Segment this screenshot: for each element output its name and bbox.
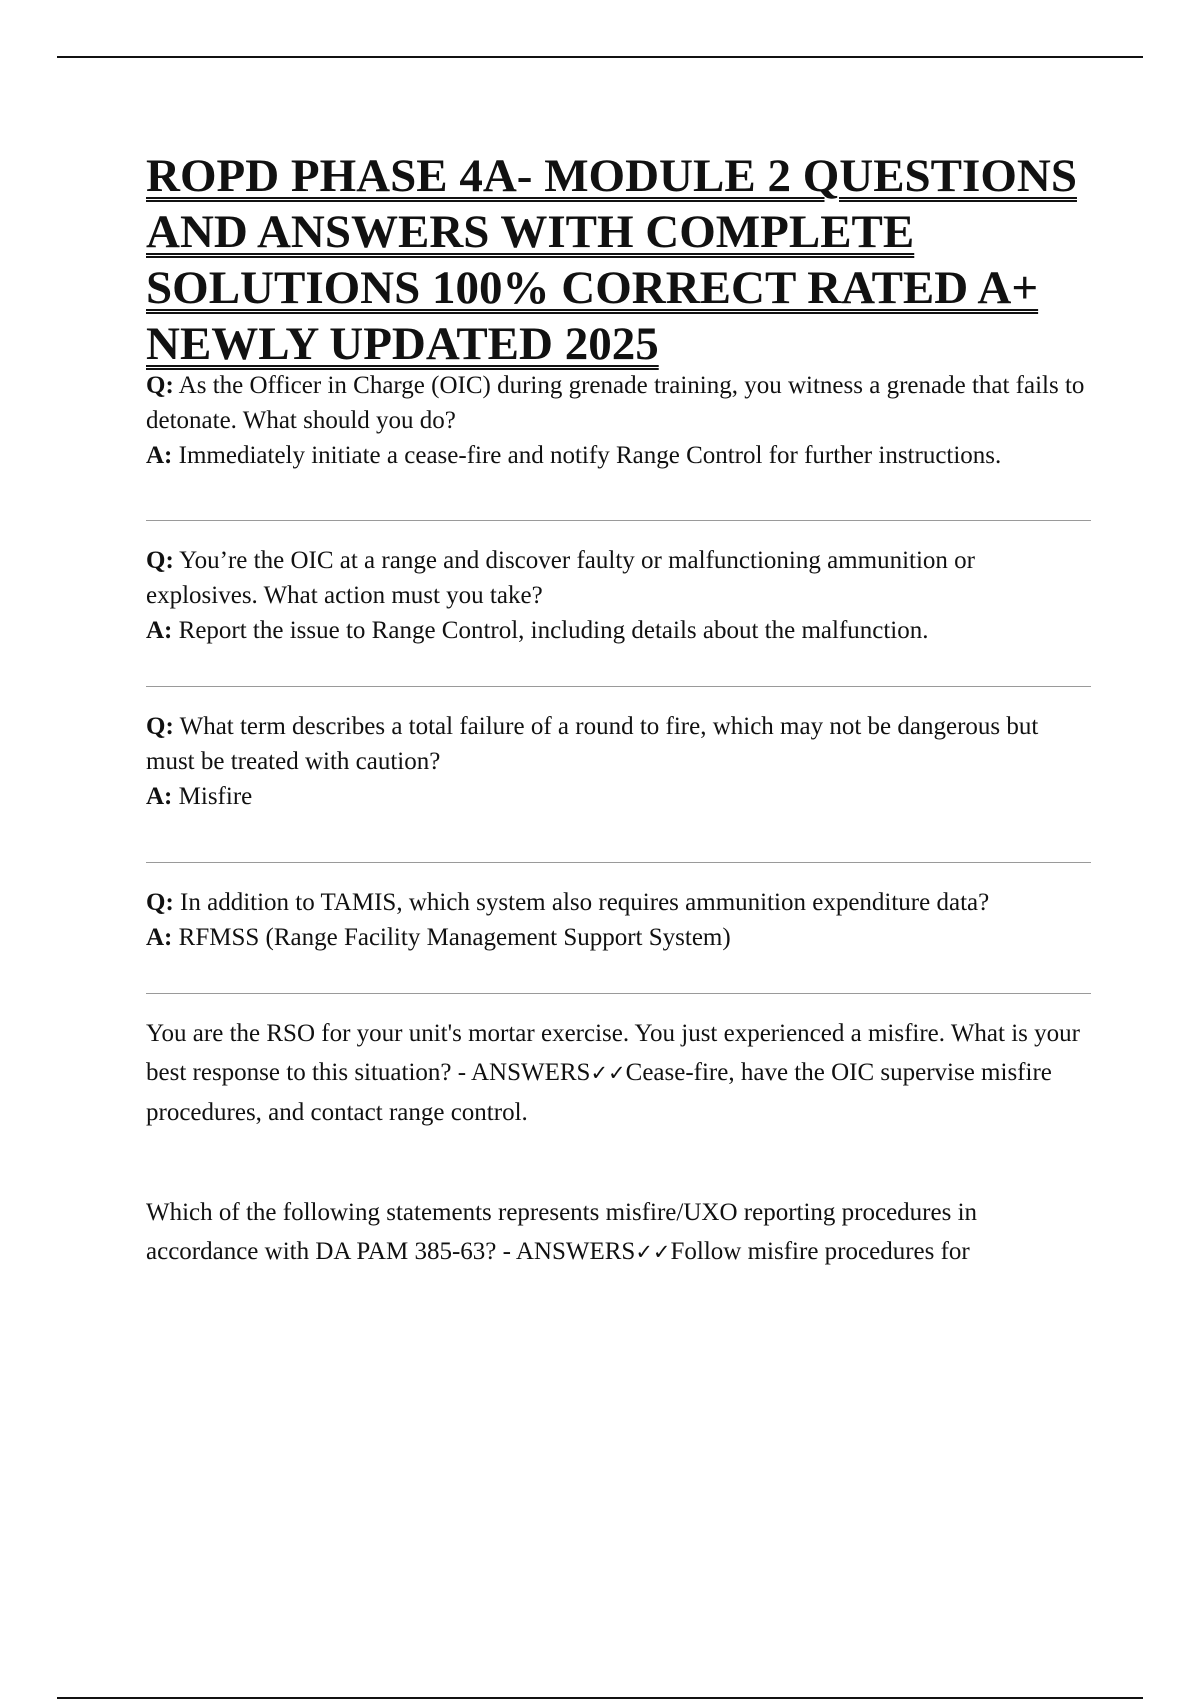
document-title: ROPD PHASE 4A- MODULE 2 QUESTIONS AND ANSWERS WITH COMPLETE SOLUTIONS 100% CORRECT RATED A+ NEWLY UPDATED 2025 [146, 150, 1077, 370]
answer-text: RFMSS (Range Facility Management Support System) [178, 924, 731, 951]
question-text: What term describes a total failure of a round to fire, which may not be dangerous but must be treated with caution? [146, 713, 1039, 775]
answer-text: Report the issue to Range Control, including details about the malfunction. [178, 617, 929, 644]
question-line [146, 368, 1091, 438]
answer-label: A: [146, 783, 173, 810]
qa-divider [146, 520, 1091, 521]
plain-qa-item [146, 1193, 1091, 1272]
plain-question-text: You are the RSO for your unit's mortar exercise. You just experienced a misfire. What is your best response to this situation? - [146, 1020, 1080, 1086]
answer-label: A: [146, 617, 173, 644]
plain-question-text: Which of the following statements represents misfire/UXO reporting procedures in accordance with DA PAM 385-63? - [146, 1199, 978, 1265]
qa-item [146, 709, 1091, 814]
question-line [146, 885, 1091, 920]
page-top-rule [57, 56, 1143, 58]
answer-line [146, 613, 1091, 648]
answer-label: A: [146, 442, 173, 469]
answers-marker: ANSWERS [470, 1059, 591, 1086]
answer-text: Misfire [178, 783, 253, 810]
question-label: Q: [146, 547, 174, 574]
qa-item [146, 885, 1091, 955]
question-label: Q: [146, 889, 174, 916]
qa-divider [146, 993, 1091, 994]
double-check-icon: ✓✓ [635, 1240, 671, 1264]
question-text: In addition to TAMIS, which system also requires ammunition expenditure data? [180, 889, 990, 916]
plain-answer-text: Cease-fire, have the OIC supervise misfire procedures, and contact range control. [146, 1059, 1052, 1126]
qa-item [146, 543, 1091, 648]
answer-line [146, 920, 1091, 955]
answers-marker: ANSWERS [515, 1238, 636, 1265]
qa-divider [146, 862, 1091, 863]
answer-label: A: [146, 924, 173, 951]
page-bottom-rule [57, 1697, 1143, 1699]
question-label: Q: [146, 372, 174, 399]
double-check-icon: ✓✓ [590, 1061, 626, 1085]
answer-line [146, 779, 1091, 814]
question-label: Q: [146, 713, 174, 740]
document-body [146, 148, 1091, 1272]
plain-answer-text: Follow misfire procedures for [670, 1238, 970, 1265]
answer-line [146, 438, 1091, 473]
question-text: You’re the OIC at a range and discover faulty or malfunctioning ammunition or explosives. What action must you take? [146, 547, 975, 609]
answer-text: Immediately initiate a cease-fire and notify Range Control for further instructions. [178, 442, 1002, 469]
plain-qa-item [146, 1014, 1091, 1132]
qa-divider [146, 686, 1091, 687]
question-text: As the Officer in Charge (OIC) during grenade training, you witness a grenade that fails to detonate. What should you do? [146, 372, 1085, 434]
question-line [146, 543, 1091, 613]
question-line [146, 709, 1091, 779]
qa-item [146, 368, 1091, 473]
